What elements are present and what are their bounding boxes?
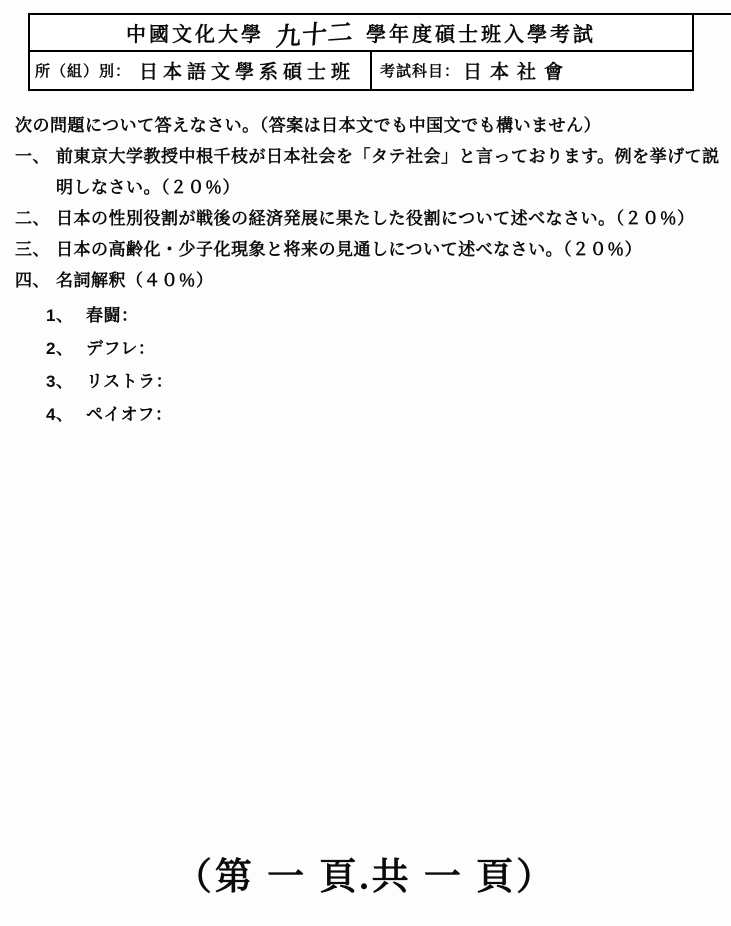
title-year-handwritten: 九十二 <box>274 18 355 52</box>
scan-artifact-line <box>692 13 731 15</box>
term-1-number: 1、 <box>46 306 74 325</box>
question-1-line-1: 前東京大学教授中根千枝が日本社会を「タテ社会」と言っております。例を挙げて説 <box>56 147 720 166</box>
question-2 <box>15 203 723 234</box>
question-3 <box>15 234 723 265</box>
term-item-3 <box>46 365 723 398</box>
department-label: 所（組）別： <box>35 64 132 80</box>
exam-body <box>15 110 723 431</box>
question-4-text <box>56 265 723 296</box>
exam-title-row <box>30 15 692 52</box>
term-item-1 <box>46 299 723 332</box>
question-3-line-1: 日本の高齢化・少子化現象と将来の見通しについて述べなさい。（２０％） <box>56 240 643 259</box>
question-1-number: 一、 <box>15 147 50 166</box>
question-3-number: 三、 <box>15 240 50 259</box>
exam-info-row <box>30 52 692 89</box>
term-4-text: ペイオフ： <box>86 405 173 424</box>
term-3-text: リストラ： <box>86 372 174 391</box>
question-1 <box>15 141 723 203</box>
department-value: 日本語文學系碩士班 <box>139 62 356 83</box>
term-item-2 <box>46 332 723 365</box>
title-exam-name: 學年度碩士班入學考試 <box>366 24 596 46</box>
question-4 <box>15 265 723 296</box>
term-4-number: 4、 <box>46 405 74 424</box>
instructions-text: 次の問題について答えなさい。（答案は日本文でも中国文でも構いません） <box>15 116 602 135</box>
question-2-line-1: 日本の性別役割が戦後の経済発展に果たした役割について述べなさい。（２０％） <box>56 209 695 228</box>
term-2-text: デフレ： <box>86 339 156 358</box>
exam-header-table <box>28 13 694 91</box>
question-2-number: 二、 <box>15 209 50 228</box>
department-cell <box>30 52 372 89</box>
page-indicator: （第 一 頁.共 一 頁） <box>174 857 557 898</box>
term-2-number: 2、 <box>46 339 74 358</box>
question-2-text <box>56 203 723 234</box>
question-4-line-1: 名詞解釈（４０％） <box>56 271 214 290</box>
term-item-4 <box>46 398 723 431</box>
subject-cell <box>372 52 692 89</box>
terms-list <box>46 299 723 431</box>
question-3-text <box>56 234 723 265</box>
question-4-number: 四、 <box>15 271 50 290</box>
subject-value: 日本社會 <box>463 62 572 83</box>
term-1-text: 春闘： <box>86 306 139 325</box>
question-1-line-2: 明しなさい。（２０％） <box>56 178 240 197</box>
term-3-number: 3、 <box>46 372 74 391</box>
title-university: 中國文化大學 <box>125 24 264 46</box>
question-1-text <box>56 141 723 203</box>
subject-label: 考試科目： <box>380 64 461 80</box>
